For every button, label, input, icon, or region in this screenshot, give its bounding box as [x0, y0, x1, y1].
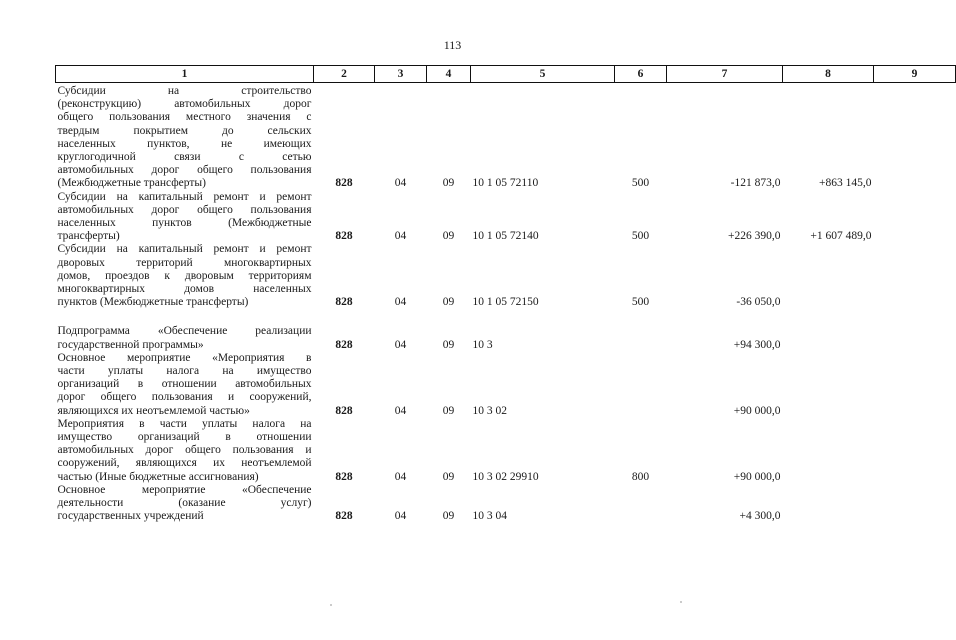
table-row — [56, 191, 956, 244]
description-line: частью (Иные бюджетные ассигнования) — [57, 470, 259, 483]
description-line: общего пользования местного значения с — [57, 111, 312, 124]
header-col-7: 7 — [667, 66, 783, 83]
cell-c8: +1 607 489,0 — [810, 230, 872, 243]
cell-c9 — [874, 484, 956, 524]
table-row — [56, 309, 956, 351]
row-description — [56, 309, 314, 351]
description-line: трансферты) — [57, 230, 120, 243]
description-line: дворовых территорий многоквартирных — [57, 256, 312, 269]
description-line: сооружений, являющихся их неотъемлемой — [57, 457, 312, 470]
cell-c3: 04 — [394, 404, 407, 417]
description-line: Основное мероприятие «Обеспечение — [57, 483, 312, 496]
cell-c4: 09 — [442, 404, 455, 417]
row-description — [56, 191, 314, 244]
cell-c8 — [783, 484, 874, 524]
cell-c7: +90 000,0 — [733, 404, 781, 417]
cell-c3: 04 — [394, 338, 407, 351]
scan-speck — [330, 604, 332, 606]
description-line: домов, проездов к дворовым территориям — [57, 269, 312, 282]
cell-c8 — [783, 352, 874, 418]
cell-c9 — [874, 83, 956, 191]
cell-c6 — [615, 484, 667, 524]
cell-c2: 828 — [335, 177, 353, 190]
cell-c2: 828 — [335, 338, 353, 351]
description-line: Подпрограмма «Обеспечение реализации — [57, 325, 312, 338]
cell-c5: 10 3 02 29910 — [472, 470, 539, 483]
description-line: деятельности (оказание услуг) — [57, 497, 312, 510]
cell-c2: 828 — [335, 296, 353, 309]
cell-c6: 500 — [631, 230, 650, 243]
header-col-1: 1 — [56, 66, 314, 83]
cell-c5: 10 3 04 — [472, 510, 507, 523]
header-col-4: 4 — [427, 66, 471, 83]
cell-c6: 500 — [631, 296, 650, 309]
table-row — [56, 243, 956, 309]
cell-c6: 500 — [631, 177, 650, 190]
table-row — [56, 83, 956, 191]
description-line: населенных пунктов (Межбюджетные — [57, 217, 312, 230]
description-line: являющихся их неотъемлемой частью» — [57, 404, 250, 417]
row-description — [56, 83, 314, 191]
cell-c9 — [874, 418, 956, 484]
cell-c4: 09 — [442, 296, 455, 309]
description-line: дорог общего пользования и сооружений, — [57, 391, 312, 404]
row-description — [56, 418, 314, 484]
cell-c8 — [783, 309, 874, 351]
cell-c4: 09 — [442, 470, 455, 483]
description-line: Мероприятия в части уплаты налога на — [57, 417, 312, 430]
cell-c5: 10 1 05 72140 — [472, 230, 539, 243]
cell-c5: 10 1 05 72110 — [472, 177, 539, 190]
description-line: (Межбюджетные трансферты) — [57, 177, 206, 190]
cell-c2: 828 — [335, 470, 353, 483]
description-line: многоквартирных домов населенных — [57, 283, 312, 296]
cell-c7: +4 300,0 — [739, 510, 781, 523]
cell-c7: +226 390,0 — [728, 230, 781, 243]
description-line: Основное мероприятие «Мероприятия в — [57, 351, 312, 364]
cell-c9 — [874, 309, 956, 351]
description-line: автомобильных дорог общего пользования — [57, 203, 312, 216]
scan-speck — [680, 601, 682, 603]
cell-c8 — [783, 418, 874, 484]
cell-c2: 828 — [335, 510, 353, 523]
cell-c6: 800 — [631, 470, 650, 483]
cell-c8 — [783, 243, 874, 309]
cell-c7: +94 300,0 — [733, 338, 781, 351]
description-line: имущество организаций в отношении — [57, 431, 312, 444]
header-col-6: 6 — [615, 66, 667, 83]
cell-c3: 04 — [394, 230, 407, 243]
cell-c3: 04 — [394, 296, 407, 309]
row-description — [56, 484, 314, 524]
table-row — [56, 484, 956, 524]
header-col-9: 9 — [874, 66, 956, 83]
cell-c4: 09 — [442, 510, 455, 523]
budget-table — [55, 65, 956, 524]
header-col-8: 8 — [783, 66, 874, 83]
description-line: автомобильных дорог общего пользования и — [57, 444, 312, 457]
cell-c3: 04 — [394, 470, 407, 483]
cell-c7: -121 873,0 — [730, 177, 781, 190]
cell-c2: 828 — [335, 230, 353, 243]
header-row — [56, 66, 956, 83]
cell-c5: 10 3 02 — [472, 404, 507, 417]
description-line: Субсидии на строительство — [57, 85, 312, 97]
header-col-3: 3 — [375, 66, 427, 83]
description-line: твердым покрытием до сельских — [57, 124, 312, 137]
description-line: автомобильных дорог общего пользования — [57, 164, 312, 177]
description-line: пунктов (Межбюджетные трансферты) — [57, 296, 249, 309]
cell-c4: 09 — [442, 338, 455, 351]
cell-c3: 04 — [394, 177, 407, 190]
cell-c9 — [874, 243, 956, 309]
cell-c8: +863 145,0 — [819, 177, 872, 190]
cell-c9 — [874, 352, 956, 418]
description-line: части уплаты налога на имущество — [57, 365, 312, 378]
cell-c4: 09 — [442, 230, 455, 243]
description-line: организаций в отношении автомобильных — [57, 378, 312, 391]
page-number: 113 — [443, 38, 462, 52]
description-line: государственных учреждений — [57, 510, 204, 523]
cell-c9 — [874, 191, 956, 244]
table-row — [56, 418, 956, 484]
row-description — [56, 243, 314, 309]
description-line: государственной программы» — [57, 338, 204, 351]
cell-c5: 10 3 — [472, 338, 493, 351]
description-line: Субсидии на капитальный ремонт и ремонт — [57, 243, 312, 256]
cell-c4: 09 — [442, 177, 455, 190]
description-line: (реконструкцию) автомобильных дорог — [57, 98, 312, 111]
table-row — [56, 352, 956, 418]
cell-c2: 828 — [335, 404, 353, 417]
header-col-5: 5 — [471, 66, 615, 83]
description-line: населенных пунктов, не имеющих — [57, 137, 312, 150]
description-line: круглогодичной связи с сетью — [57, 151, 312, 164]
cell-c3: 04 — [394, 510, 407, 523]
cell-c6 — [615, 309, 667, 351]
cell-c7: -36 050,0 — [736, 296, 781, 309]
row-description — [56, 352, 314, 418]
cell-c6 — [615, 352, 667, 418]
cell-c5: 10 1 05 72150 — [472, 296, 539, 309]
description-line: Субсидии на капитальный ремонт и ремонт — [57, 190, 312, 203]
cell-c7: +90 000,0 — [733, 470, 781, 483]
header-col-2: 2 — [314, 66, 375, 83]
